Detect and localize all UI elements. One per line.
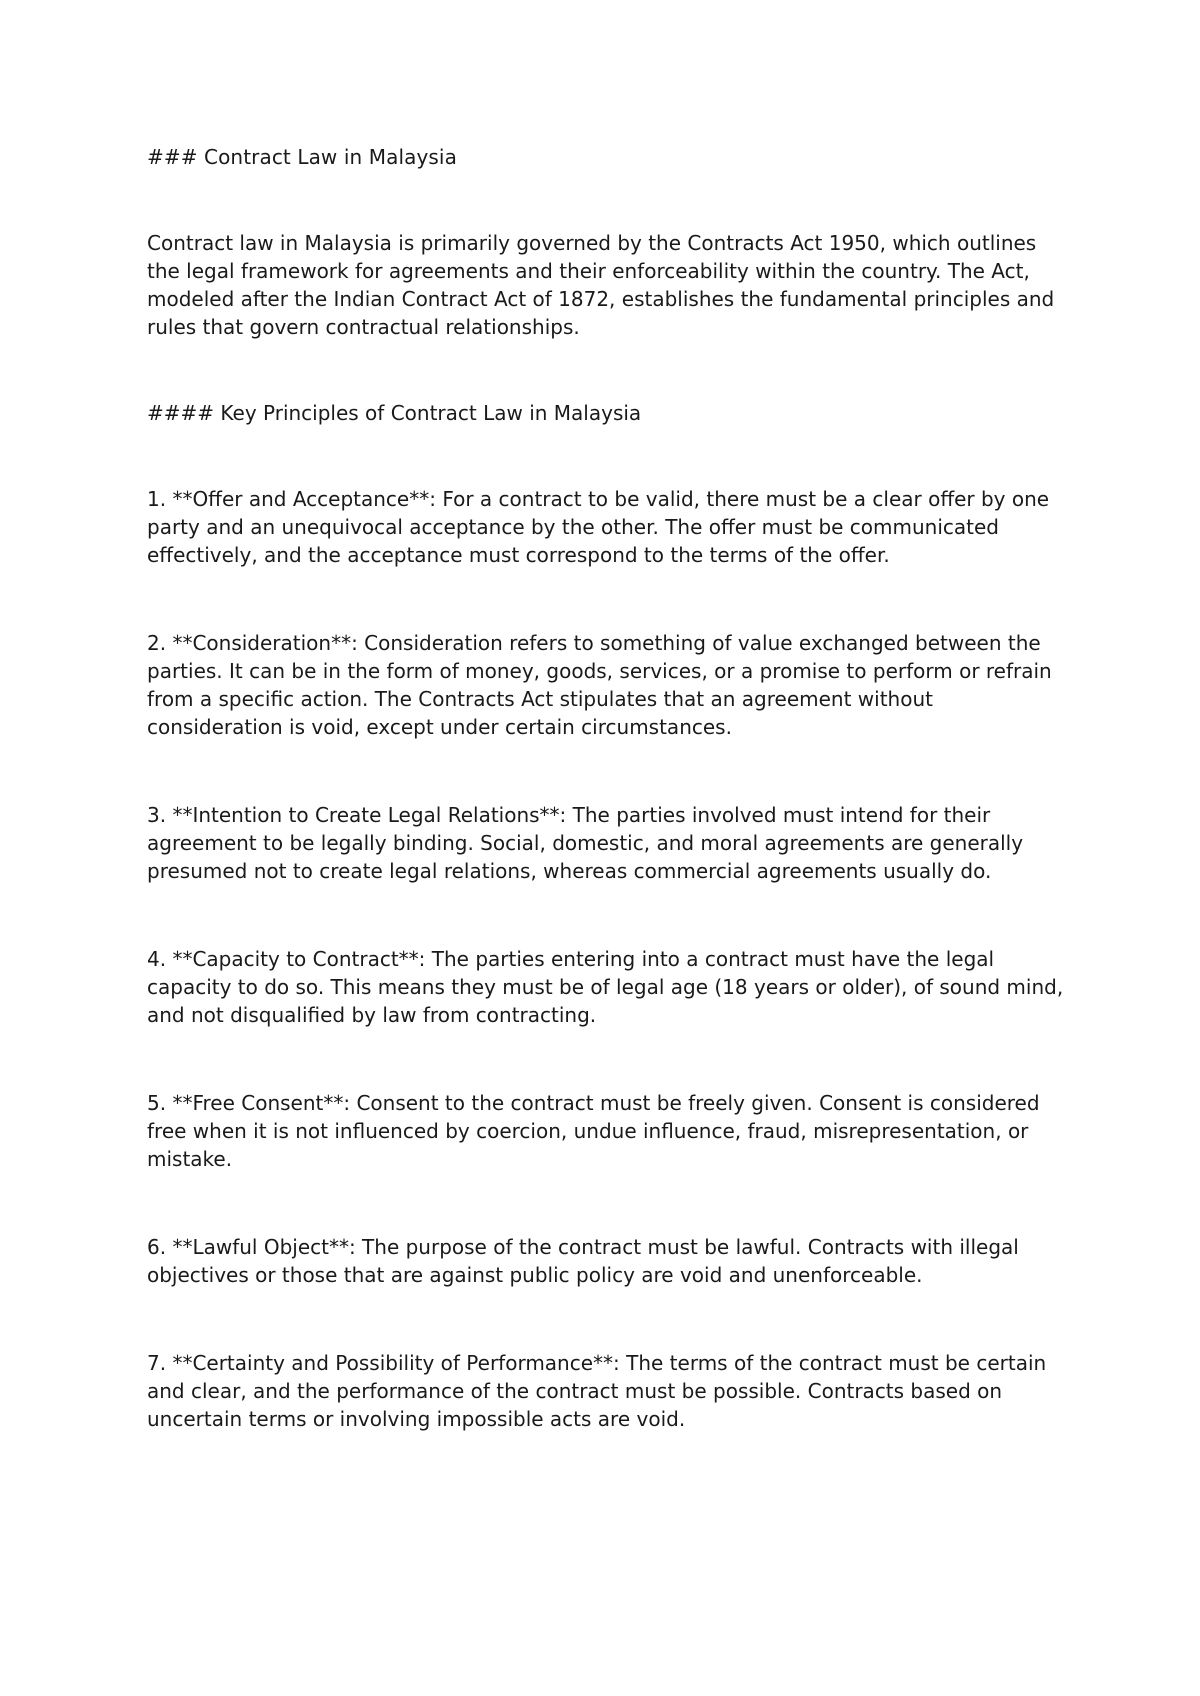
principle-item-consideration: 2. **Consideration**: Consideration refers to something of value exchanged between the parties. It can be in the form of money, goods, services, or a promise to perform or refrain from a specific action. The Contracts Act stipulates that an agreement without consideration is void, except under certain circumstances. [147, 631, 1052, 739]
principle-item-lawful-object: 6. **Lawful Object**: The purpose of the contract must be lawful. Contracts with illegal objectives or those that are against public policy are void and unenforceable. [147, 1235, 1019, 1287]
section-heading: #### Key Principles of Contract Law in Malaysia [147, 401, 642, 425]
principle-item-intention: 3. **Intention to Create Legal Relations**: The parties involved must intend for their agreement to be legally binding. Social, domestic, and moral agreements are generally presumed not to create legal relations, whereas commercial agreements usually do. [147, 803, 1024, 883]
principle-item-free-consent: 5. **Free Consent**: Consent to the contract must be freely given. Consent is considered free when it is not influenced by coercion, undue influence, fraud, misrepresentation, or mistake. [147, 1091, 1040, 1171]
principles-list [147, 485, 1067, 1433]
principle-item-capacity: 4. **Capacity to Contract**: The parties entering into a contract must have the legal capacity to do so. This means they must be of legal age (18 years or older), of sound mind, and not disqualified by law from contracting. [147, 947, 1064, 1027]
principle-item-certainty: 7. **Certainty and Possibility of Performance**: The terms of the contract must be certain and clear, and the performance of the contract must be possible. Contracts based on uncertain terms or involving impossible acts are void. [147, 1351, 1047, 1431]
intro-paragraph: Contract law in Malaysia is primarily governed by the Contracts Act 1950, which outlines the legal framework for agreements and their enforceability within the country. The Act, modeled after the Indian Contract Act of 1872, establishes the fundamental principles and rules that govern contractual relationships. [147, 231, 1055, 339]
document-title: ### Contract Law in Malaysia [147, 145, 457, 169]
principle-item-offer-acceptance: 1. **Offer and Acceptance**: For a contract to be valid, there must be a clear offer by one party and an unequivocal acceptance by the other. The offer must be communicated effectively, and the acceptance must correspond to the terms of the offer. [147, 487, 1050, 567]
